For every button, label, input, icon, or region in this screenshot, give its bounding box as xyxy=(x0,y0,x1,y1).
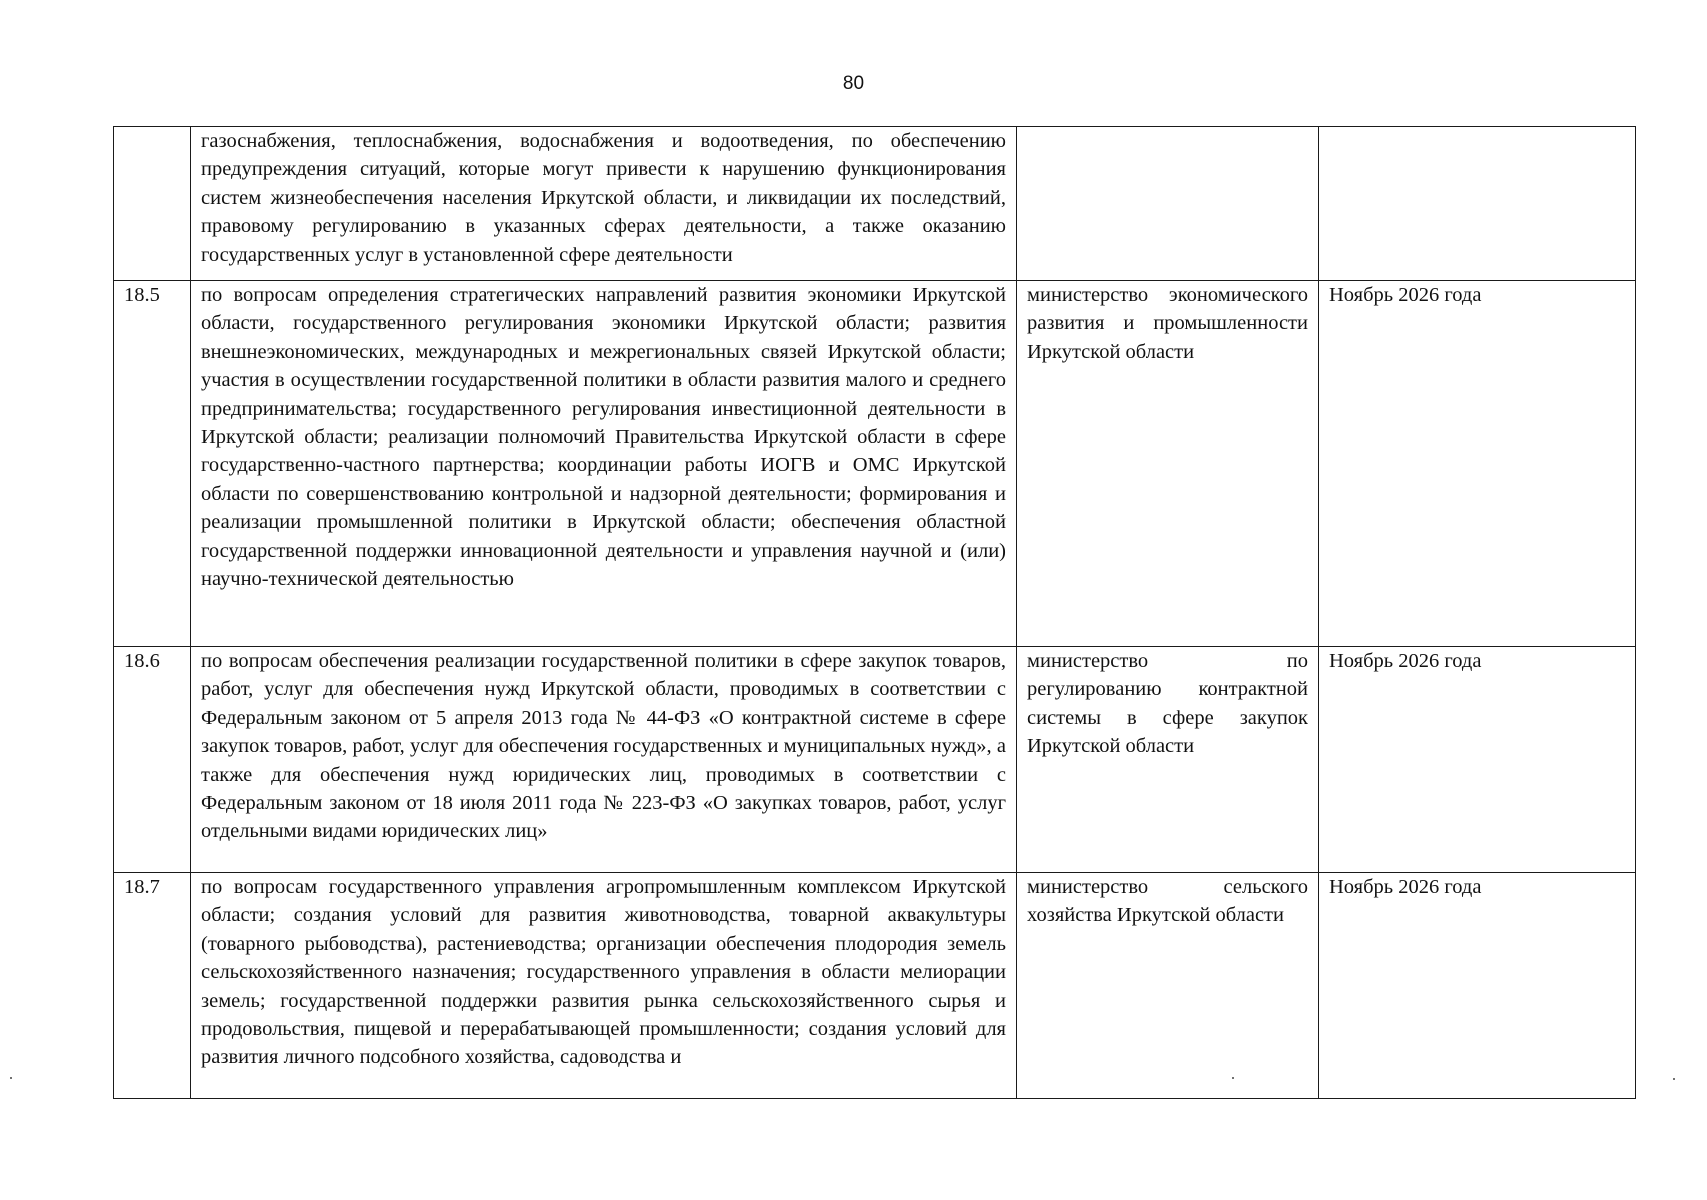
responsible-body xyxy=(1017,127,1319,281)
item-description: по вопросам обеспечения реализации государственной политики в сфере закупок товаров, работ, услуг для обеспечения нужд Иркутской области, проводимых в соответствии с Федеральным законом от 5 апреля 2013 года № 44-ФЗ «О контрактной системе в сфере закупок товаров, работ, услуг для обеспечения государственных и муниципальных нужд», а также для обеспечения нужд юридических лиц, проводимых в соответствии с Федеральным законом от 18 июля 2011 года № 223-ФЗ «О закупках товаров, работ, услуг отдельными видами юридических лиц» xyxy=(191,647,1017,873)
table-row xyxy=(114,281,1636,647)
scan-speck xyxy=(10,1077,12,1079)
item-number: 18.6 xyxy=(114,647,191,873)
item-description: по вопросам государственного управления агропромышленным комплексом Иркутской области; создания условий для развития животноводства, товарной аквакультуры (товарного рыбоводства), растениеводства; организации обеспечения плодородия земель сельскохозяйственного назначения; государственного управления в области мелиорации земель; государственной поддержки развития рынка сельскохозяйственного сырья и продовольствия, пищевой и перерабатывающей промышленности; создания условий для развития личного подсобного хозяйства, садоводства и xyxy=(191,873,1017,1099)
deadline: Ноябрь 2026 года xyxy=(1319,647,1636,873)
responsible-body: министерство экономического развития и промышленности Иркутской области xyxy=(1017,281,1319,647)
item-number: 18.5 xyxy=(114,281,191,647)
table-row xyxy=(114,647,1636,873)
table-row xyxy=(114,127,1636,281)
item-number: 18.7 xyxy=(114,873,191,1099)
page-number: 80 xyxy=(842,73,865,94)
scan-speck xyxy=(1232,1077,1234,1079)
responsible-body: министерство по регулированию контрактной системы в сфере закупок Иркутской области xyxy=(1017,647,1319,873)
item-number xyxy=(114,127,191,281)
plan-table xyxy=(113,126,1636,1099)
scan-speck xyxy=(1673,1078,1675,1080)
responsible-body: министерство сельского хозяйства Иркутской области xyxy=(1017,873,1319,1099)
deadline: Ноябрь 2026 года xyxy=(1319,873,1636,1099)
deadline: Ноябрь 2026 года xyxy=(1319,281,1636,647)
table-row xyxy=(114,873,1636,1099)
deadline xyxy=(1319,127,1636,281)
item-description: газоснабжения, теплоснабжения, водоснабжения и водоотведения, по обеспечению предупреждения ситуаций, которые могут привести к нарушению функционирования систем жизнеобеспечения населения Иркутской области, и ликвидации их последствий, правовому регулированию в указанных сферах деятельности, а также оказанию государственных услуг в установленной сфере деятельности xyxy=(191,127,1017,281)
item-description: по вопросам определения стратегических направлений развития экономики Иркутской области, государственного регулирования экономики Иркутской области; развития внешнеэкономических, международных и межрегиональных связей Иркутской области; участия в осуществлении государственной политики в области развития малого и среднего предпринимательства; государственного регулирования инвестиционной деятельности в Иркутской области; реализации полномочий Правительства Иркутской области в сфере государственно-частного партнерства; координации работы ИОГВ и ОМС Иркутской области по совершенствованию контрольной и надзорной деятельности; формирования и реализации промышленной политики в Иркутской области; обеспечения областной государственной поддержки инновационной деятельности и управления научной и (или) научно-технической деятельностью xyxy=(191,281,1017,647)
